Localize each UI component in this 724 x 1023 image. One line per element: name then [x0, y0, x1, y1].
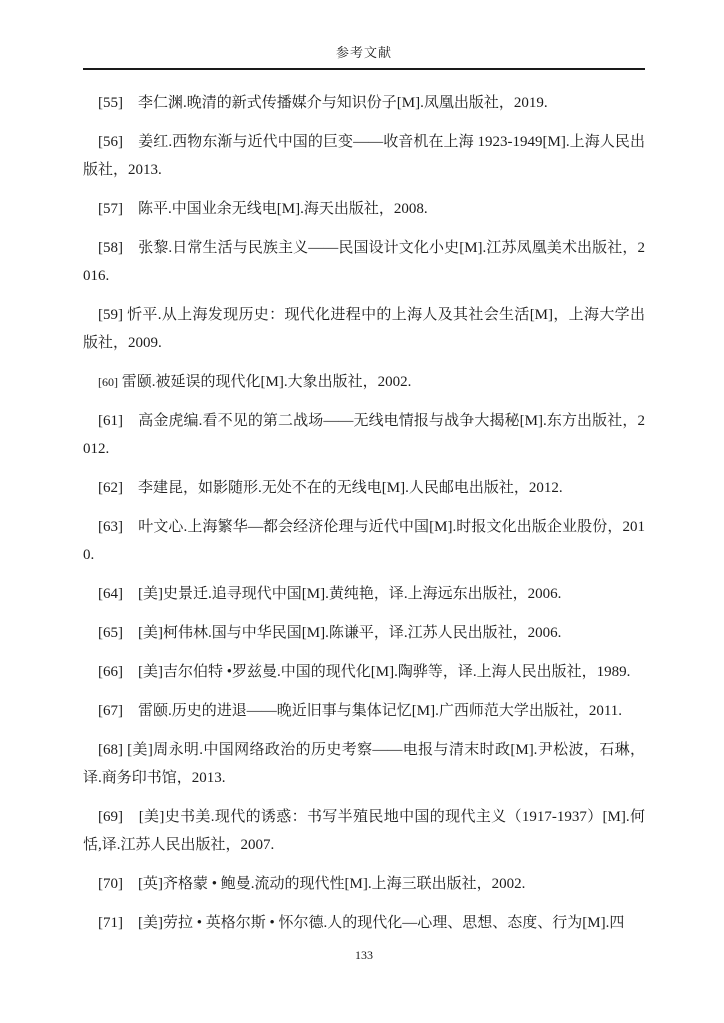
reference-text: [美]史书美.现代的诱惑：书写半殖民地中国的现代主义（1917-1937）[M].何恬,译.江苏人民出版社，2007. — [83, 809, 645, 853]
reference-item-57 — [83, 195, 645, 223]
reference-item-69 — [83, 803, 645, 859]
reference-item-59 — [83, 301, 645, 357]
reference-text: 李仁渊.晚清的新式传播媒介与知识份子[M].凤凰出版社，2019. — [123, 95, 548, 111]
reference-item-58 — [83, 234, 645, 290]
reference-number: [63] — [98, 519, 123, 535]
reference-list — [83, 89, 645, 937]
reference-number: [62] — [98, 480, 123, 496]
reference-text: 李建昆，如影随形.无处不在的无线电[M].人民邮电出版社，2012. — [123, 480, 563, 496]
reference-item-65 — [83, 619, 645, 647]
reference-item-64 — [83, 580, 645, 608]
reference-item-67 — [83, 697, 645, 725]
reference-number: [68] — [98, 742, 123, 758]
reference-text: 雷颐.历史的进退——晚近旧事与集体记忆[M].广西师范大学出版社，2011. — [123, 703, 623, 719]
reference-number: [71] — [98, 915, 123, 931]
reference-number: [64] — [98, 586, 123, 602]
reference-number: [58] — [98, 240, 123, 256]
reference-item-55 — [83, 89, 645, 117]
reference-number: [66] — [98, 664, 123, 680]
reference-item-68 — [83, 736, 645, 792]
reference-item-66 — [83, 658, 645, 686]
reference-text: 张黎.日常生活与民族主义——民国设计文化小史[M].江苏凤凰美术出版社，2016. — [83, 240, 645, 284]
reference-number: [60] — [98, 375, 118, 389]
reference-item-62 — [83, 474, 645, 502]
reference-text: [美]柯伟林.国与中华民国[M].陈谦平，译.江苏人民出版社，2006. — [123, 625, 562, 641]
reference-text: [美]劳拉 • 英格尔斯 • 怀尔德.人的现代化—心理、思想、态度、行为[M].四 — [123, 915, 625, 931]
reference-item-60 — [83, 368, 645, 396]
reference-number: [65] — [98, 625, 123, 641]
reference-number: [57] — [98, 201, 123, 217]
reference-number: [61] — [98, 413, 123, 429]
reference-number: [55] — [98, 95, 123, 111]
reference-item-63 — [83, 513, 645, 569]
reference-number: [56] — [98, 134, 123, 150]
page-number: 133 — [355, 948, 373, 962]
reference-item-56 — [83, 128, 645, 184]
reference-item-71 — [83, 909, 645, 937]
reference-number: [70] — [98, 876, 123, 892]
reference-text: 雷颐.被延误的现代化[M].大象出版社，2002. — [118, 374, 412, 390]
page-header-title: 参考文献 — [335, 45, 392, 60]
reference-text: [美]史景迁.追寻现代中国[M].黄纯艳，译.上海远东出版社，2006. — [123, 586, 562, 602]
reference-text: [美]吉尔伯特 •罗兹曼.中国的现代化[M].陶骅等，译.上海人民出版社，1989. — [123, 664, 631, 680]
reference-text: 高金虎编.看不见的第二战场——无线电情报与战争大揭秘[M].东方出版社，2012. — [83, 413, 645, 457]
reference-text: [美]周永明.中国网络政治的历史考察——电报与清末时政[M].尹松波，石琳，译.商务印书馆，2013. — [83, 742, 645, 786]
reference-text: [英]齐格蒙 • 鲍曼.流动的现代性[M].上海三联出版社，2002. — [123, 876, 526, 892]
reference-item-70 — [83, 870, 645, 898]
reference-text: 姜红.西物东渐与近代中国的巨变——收音机在上海 1923-1949[M].上海人民出版社，2013. — [83, 134, 645, 178]
reference-number: [59] — [98, 307, 123, 323]
reference-number: [67] — [98, 703, 123, 719]
reference-text: 叶文心.上海繁华—都会经济伦理与近代中国[M].时报文化出版企业股份，2010. — [83, 519, 645, 563]
page-header — [83, 42, 645, 70]
reference-item-61 — [83, 407, 645, 463]
reference-text: 忻平.从上海发现历史：现代化进程中的上海人及其社会生活[M]，上海大学出版社，2009. — [83, 307, 645, 351]
reference-number: [69] — [98, 809, 123, 825]
reference-text: 陈平.中国业余无线电[M].海天出版社，2008. — [123, 201, 428, 217]
